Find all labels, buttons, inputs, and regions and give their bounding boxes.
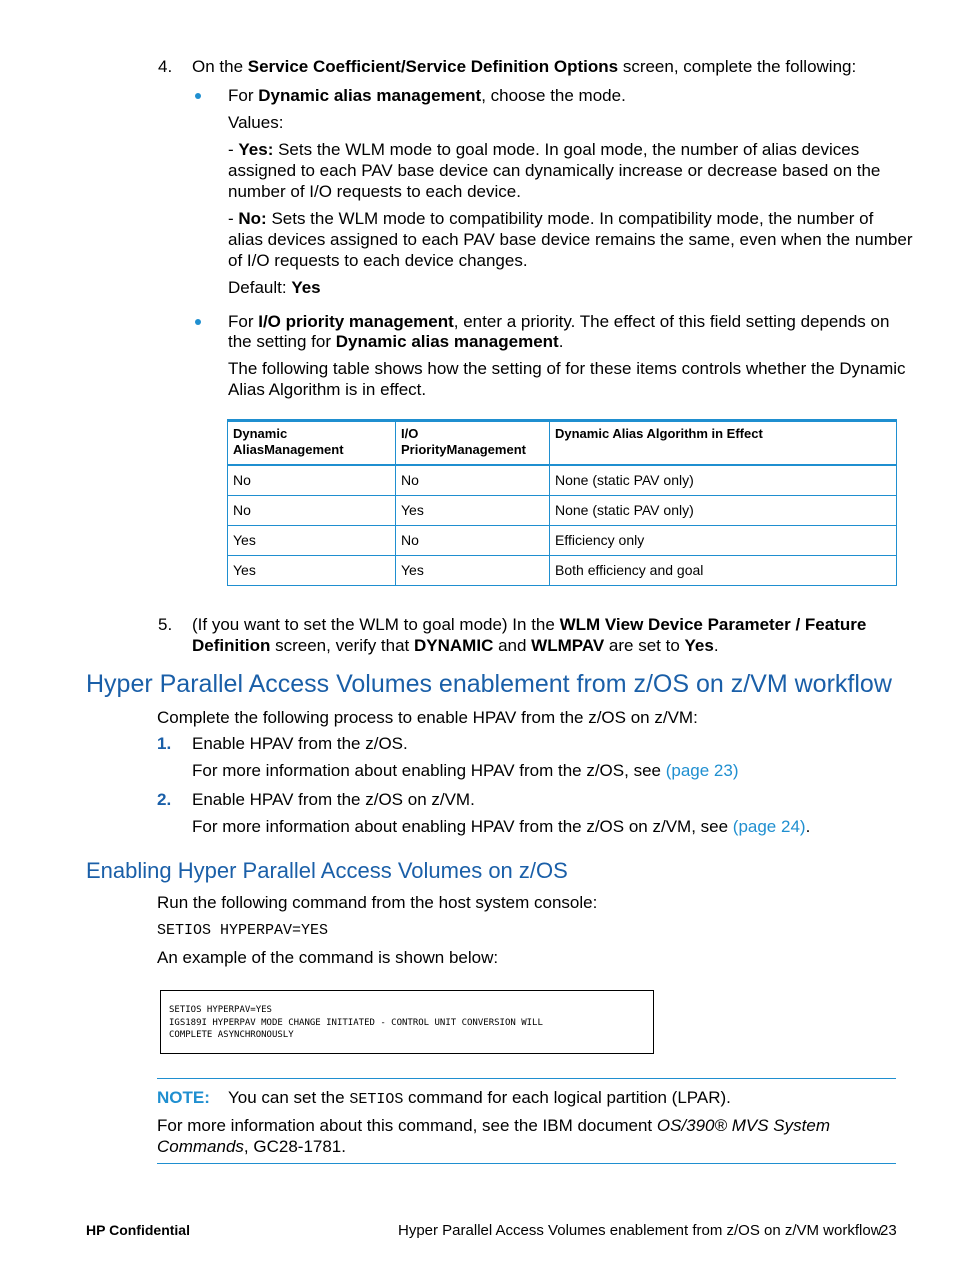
table-header-cell: Dynamic AliasManagement [228, 421, 396, 466]
yes-desc-line2: assigned to each PAV base device can dynamically increase or decrease based on the [228, 161, 881, 180]
page-number: 23 [880, 1222, 897, 1239]
table-cell: Yes [396, 496, 550, 526]
alias-algorithm-table [227, 419, 897, 586]
step5-text-line1: (If you want to set the WLM to goal mode) In the WLM View Device Parameter / Feature [192, 615, 867, 634]
bullet1-text: For Dynamic alias management, choose the mode. [228, 86, 626, 105]
table-row [228, 465, 897, 496]
table-cell: Yes [228, 526, 396, 556]
bullet2-text-line2: the setting for Dynamic alias management. [228, 332, 564, 351]
list-item-text: Enable HPAV from the z/OS on z/VM. [192, 790, 475, 809]
console-line: IGS189I HYPERPAV MODE CHANGE INITIATED - CONTROL UNIT CONVERSION WILL [169, 1018, 543, 1028]
note-top-rule [157, 1078, 896, 1079]
bullet-icon [195, 93, 201, 99]
table-cell: Both efficiency and goal [550, 556, 897, 586]
no-desc-line1: - No: Sets the WLM mode to compatibility mode. In compatibility mode, the number of [228, 209, 874, 228]
table-cell: No [228, 465, 396, 496]
table-row [228, 526, 897, 556]
table-header-cell: Dynamic Alias Algorithm in Effect [550, 421, 897, 466]
table-header-row [228, 421, 897, 466]
no-desc-line3: of I/O requests to each device changes. [228, 251, 528, 270]
table-intro-line1: The following table shows how the setting of for these items controls whether the Dynamic [228, 359, 906, 378]
yes-desc-line1: - Yes: Sets the WLM mode to goal mode. In goal mode, the number of alias devices [228, 140, 860, 159]
section-heading: Hyper Parallel Access Volumes enablement from z/OS on z/VM workflow [86, 670, 892, 698]
table-cell: No [396, 526, 550, 556]
list-item-more: For more information about enabling HPAV from the z/OS on z/VM, see (page 24). [192, 817, 811, 836]
table-cell: No [228, 496, 396, 526]
page-link[interactable]: (page 23) [665, 761, 739, 780]
table-cell: Efficiency only [550, 526, 897, 556]
section1-intro: Complete the following process to enable HPAV from the z/OS on z/VM: [157, 708, 698, 727]
yes-desc-line3: number of I/O requests to each device. [228, 182, 521, 201]
run-command-text: Run the following command from the host system console: [157, 893, 598, 912]
note-label: NOTE: [157, 1088, 210, 1107]
table-header-cell: I/O PriorityManagement [396, 421, 550, 466]
console-line: SETIOS HYPERPAV=YES [169, 1005, 272, 1015]
list-number: 2. [157, 790, 172, 809]
bullet-icon [195, 319, 201, 325]
step4-text: On the Service Coefficient/Service Definition Options screen, complete the following: [192, 57, 857, 76]
list-number: 1. [157, 734, 172, 753]
note-more-line1: For more information about this command, see the IBM document OS/390® MVS System [157, 1116, 830, 1135]
list-item-more: For more information about enabling HPAV from the z/OS, see (page 23) [192, 761, 739, 780]
console-line: COMPLETE ASYNCHRONOUSLY [169, 1030, 294, 1040]
list-item-text: Enable HPAV from the z/OS. [192, 734, 408, 753]
step5-text-line2: Definition screen, verify that DYNAMIC and WLMPAV are set to Yes. [192, 636, 719, 655]
no-desc-line2: alias devices assigned to each PAV base device remains the same, even when the number [228, 230, 913, 249]
table-cell: None (static PAV only) [550, 465, 897, 496]
example-text: An example of the command is shown below: [157, 948, 499, 967]
table-cell: None (static PAV only) [550, 496, 897, 526]
table-intro-line2: Alias Algorithm is in effect. [228, 380, 427, 399]
table-row [228, 496, 897, 526]
table-cell: No [396, 465, 550, 496]
command-text: SETIOS HYPERPAV=YES [157, 922, 329, 939]
footer-title: Hyper Parallel Access Volumes enablement from z/OS on z/VM workflow [398, 1222, 882, 1239]
step5-number: 5. [158, 615, 173, 634]
table-row [228, 556, 897, 586]
step4-number: 4. [158, 57, 173, 76]
console-screenshot [160, 990, 654, 1054]
note-bottom-rule [157, 1163, 896, 1164]
bullet2-text: For I/O priority management, enter a priority. The effect of this field setting depends on [228, 312, 890, 331]
subsection-heading: Enabling Hyper Parallel Access Volumes on z/OS [86, 858, 568, 883]
table-cell: Yes [228, 556, 396, 586]
default-text: Default: Yes [228, 278, 321, 297]
footer-confidential: HP Confidential [86, 1222, 190, 1238]
note-more-line2: Commands, GC28-1781. [157, 1137, 346, 1156]
table-cell: Yes [396, 556, 550, 586]
page-link[interactable]: (page 24) [732, 817, 806, 836]
note-text: You can set the SETIOS command for each logical partition (LPAR). [228, 1088, 731, 1108]
values-label: Values: [228, 113, 284, 132]
